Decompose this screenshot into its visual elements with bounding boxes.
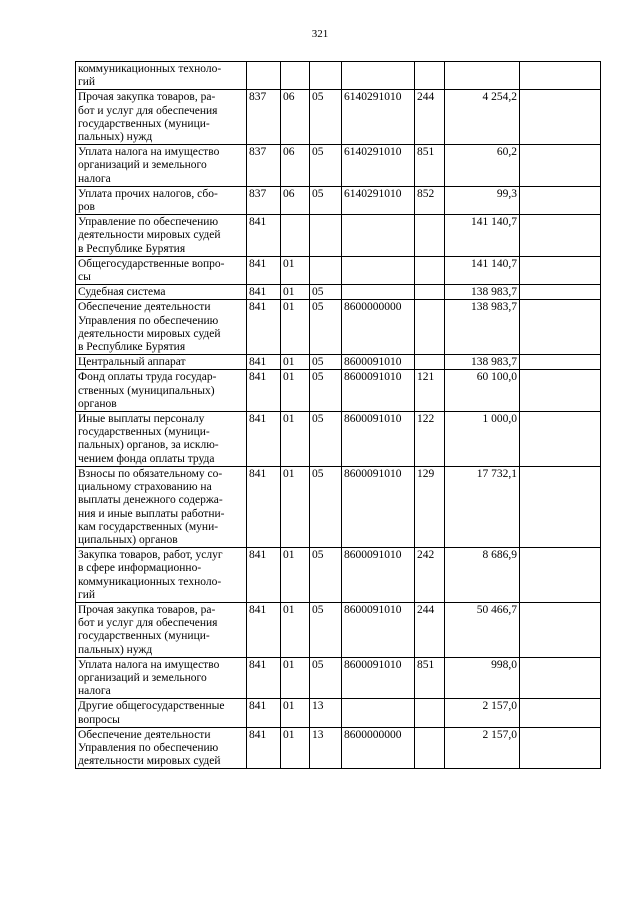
cell-name-line: Взносы по обязательному со- — [78, 467, 223, 480]
cell-name-line: Управления по обеспечению — [78, 314, 219, 327]
cell-expense-type-code: 851 — [415, 657, 445, 699]
cell-department-code: 841 — [247, 699, 281, 727]
cell-name-line: государственных (муници- — [78, 630, 210, 643]
table-row — [76, 355, 601, 370]
cell-expense-type-code — [415, 699, 445, 727]
cell-target-article-code: 6140291010 — [342, 145, 415, 187]
cell-target-article-code: 8600091010 — [342, 466, 415, 547]
cell-section-code: 01 — [281, 285, 310, 300]
cell-target-article-code: 8600000000 — [342, 300, 415, 355]
cell-expense-type-code: 851 — [415, 145, 445, 187]
cell-extra — [520, 62, 601, 90]
cell-amount: 141 140,7 — [445, 256, 520, 284]
cell-name-line: деятельности мировых судей — [78, 755, 221, 768]
cell-expense-type-code — [415, 355, 445, 370]
cell-amount: 141 140,7 — [445, 215, 520, 257]
cell-subsection-code: 05 — [310, 90, 342, 145]
table-row — [76, 602, 601, 657]
cell-name-line: Судебная система — [78, 286, 166, 299]
cell-subsection-code: 05 — [310, 355, 342, 370]
cell-name-line: бот и услуг для обеспечения — [78, 104, 218, 117]
cell-section-code: 01 — [281, 412, 310, 467]
cell-name-line: Иные выплаты персоналу — [78, 413, 205, 426]
cell-name-line: Общегосударственные вопро- — [78, 257, 225, 270]
cell-target-article-code: 8600000000 — [342, 727, 415, 769]
cell-section-code: 01 — [281, 602, 310, 657]
cell-section-code — [281, 62, 310, 90]
table-row — [76, 186, 601, 214]
table-body — [76, 62, 601, 769]
cell-name-line: в сфере информационно- — [78, 562, 202, 575]
cell-expense-type-code — [415, 285, 445, 300]
table-row — [76, 699, 601, 727]
budget-table — [75, 61, 601, 769]
cell-extra — [520, 215, 601, 257]
cell-section-code: 06 — [281, 90, 310, 145]
cell-section-code: 01 — [281, 657, 310, 699]
cell-name-line: органов — [78, 397, 117, 410]
cell-name-line: гий — [78, 76, 96, 89]
cell-name-line: пальных) нужд — [78, 131, 153, 144]
cell-department-code: 841 — [247, 657, 281, 699]
cell-target-article-code: 8600091010 — [342, 657, 415, 699]
cell-name-line: чением фонда оплаты труда — [78, 452, 215, 465]
cell-department-code: 841 — [247, 602, 281, 657]
cell-name-line: ров — [78, 201, 95, 214]
cell-name-line: в Республике Бурятия — [78, 341, 186, 354]
cell-section-code — [281, 215, 310, 257]
cell-target-article-code: 8600091010 — [342, 548, 415, 603]
cell-name-line: кам государственных (муни- — [78, 520, 219, 533]
cell-amount: 2 157,0 — [445, 699, 520, 727]
cell-subsection-code: 05 — [310, 285, 342, 300]
cell-target-article-code: 8600091010 — [342, 355, 415, 370]
cell-name-line: налога — [78, 172, 111, 185]
cell-subsection-code: 05 — [310, 657, 342, 699]
cell-department-code: 841 — [247, 412, 281, 467]
cell-name-line: ципальных) органов — [78, 533, 178, 546]
cell-name-line: организаций и земельного — [78, 159, 207, 172]
cell-department-code — [247, 62, 281, 90]
cell-name-line: налога — [78, 685, 111, 698]
cell-section-code: 01 — [281, 300, 310, 355]
cell-subsection-code: 05 — [310, 466, 342, 547]
cell-subsection-code: 05 — [310, 300, 342, 355]
cell-name — [76, 186, 247, 214]
cell-expense-type-code — [415, 300, 445, 355]
cell-expense-type-code — [415, 215, 445, 257]
cell-name-line: деятельности мировых судей — [78, 229, 221, 242]
cell-extra — [520, 548, 601, 603]
cell-target-article-code: 8600091010 — [342, 412, 415, 467]
cell-subsection-code: 05 — [310, 186, 342, 214]
cell-name-line: гий — [78, 588, 96, 601]
table-row — [76, 300, 601, 355]
cell-amount: 998,0 — [445, 657, 520, 699]
cell-amount: 138 983,7 — [445, 300, 520, 355]
cell-expense-type-code: 122 — [415, 412, 445, 467]
table-row — [76, 215, 601, 257]
cell-section-code: 01 — [281, 548, 310, 603]
cell-name-line: коммуникационных техноло- — [78, 63, 222, 75]
table-row — [76, 727, 601, 769]
cell-name-line: выплаты денежного содержа- — [78, 494, 223, 507]
cell-name-line: Фонд оплаты труда государ- — [78, 371, 217, 384]
cell-section-code: 06 — [281, 186, 310, 214]
cell-name-line: Управления по обеспечению — [78, 741, 219, 754]
cell-name — [76, 285, 247, 300]
cell-name-line: коммуникационных техноло- — [78, 575, 222, 588]
cell-name-line: пальных) органов, за исклю- — [78, 439, 219, 452]
cell-name — [76, 727, 247, 769]
cell-name-line: Прочая закупка товаров, ра- — [78, 603, 216, 616]
cell-name-line: Обеспечение деятельности — [78, 301, 211, 314]
cell-extra — [520, 699, 601, 727]
cell-name-line: Закупка товаров, работ, услуг — [78, 549, 223, 562]
cell-target-article-code — [342, 215, 415, 257]
cell-extra — [520, 412, 601, 467]
cell-name — [76, 215, 247, 257]
cell-target-article-code: 6140291010 — [342, 90, 415, 145]
cell-subsection-code: 05 — [310, 548, 342, 603]
cell-name — [76, 699, 247, 727]
cell-department-code: 841 — [247, 355, 281, 370]
cell-amount: 60 100,0 — [445, 370, 520, 412]
cell-section-code: 01 — [281, 699, 310, 727]
cell-extra — [520, 466, 601, 547]
page-number: 321 — [311, 28, 329, 40]
cell-amount: 50 466,7 — [445, 602, 520, 657]
cell-target-article-code — [342, 699, 415, 727]
cell-department-code: 841 — [247, 548, 281, 603]
cell-amount: 1 000,0 — [445, 412, 520, 467]
cell-subsection-code: 13 — [310, 727, 342, 769]
cell-target-article-code: 8600091010 — [342, 602, 415, 657]
cell-name-line: ственных (муниципальных) — [78, 384, 215, 397]
cell-extra — [520, 285, 601, 300]
cell-amount: 4 254,2 — [445, 90, 520, 145]
cell-subsection-code — [310, 215, 342, 257]
cell-name — [76, 62, 247, 90]
cell-name-line: Обеспечение деятельности — [78, 728, 211, 741]
cell-amount: 138 983,7 — [445, 355, 520, 370]
cell-subsection-code — [310, 62, 342, 90]
cell-section-code: 01 — [281, 355, 310, 370]
table-row — [76, 145, 601, 187]
cell-amount: 138 983,7 — [445, 285, 520, 300]
cell-name — [76, 412, 247, 467]
cell-name-line: бот и услуг для обеспечения — [78, 617, 218, 630]
cell-name-line: Другие общегосударственные — [78, 700, 225, 713]
cell-name — [76, 300, 247, 355]
cell-amount: 2 157,0 — [445, 727, 520, 769]
cell-extra — [520, 602, 601, 657]
cell-extra — [520, 145, 601, 187]
cell-name-line: пальных) нужд — [78, 643, 153, 656]
cell-target-article-code — [342, 62, 415, 90]
cell-section-code: 01 — [281, 727, 310, 769]
cell-name-line: государственных (муници- — [78, 117, 210, 130]
cell-department-code: 841 — [247, 466, 281, 547]
cell-expense-type-code: 242 — [415, 548, 445, 603]
cell-name — [76, 657, 247, 699]
table-row — [76, 285, 601, 300]
cell-amount: 8 686,9 — [445, 548, 520, 603]
cell-extra — [520, 657, 601, 699]
cell-department-code: 841 — [247, 256, 281, 284]
cell-name-line: деятельности мировых судей — [78, 327, 221, 340]
cell-name-line: Уплата налога на имущество — [78, 146, 220, 159]
cell-expense-type-code: 244 — [415, 602, 445, 657]
cell-name — [76, 370, 247, 412]
cell-name-line: Центральный аппарат — [78, 356, 186, 369]
cell-department-code: 841 — [247, 727, 281, 769]
cell-department-code: 841 — [247, 300, 281, 355]
table-row — [76, 548, 601, 603]
cell-name — [76, 145, 247, 187]
cell-subsection-code: 13 — [310, 699, 342, 727]
cell-name-line: ния и иные выплаты работни- — [78, 507, 225, 520]
cell-target-article-code — [342, 285, 415, 300]
cell-expense-type-code — [415, 62, 445, 90]
cell-name-line: циальному страхованию на — [78, 481, 212, 494]
cell-amount: 99,3 — [445, 186, 520, 214]
table-row — [76, 90, 601, 145]
cell-extra — [520, 90, 601, 145]
cell-name-line: вопросы — [78, 713, 120, 726]
cell-section-code: 01 — [281, 466, 310, 547]
cell-name-line: сы — [78, 271, 91, 284]
table-row — [76, 466, 601, 547]
cell-name-line: организаций и земельного — [78, 671, 207, 684]
cell-department-code: 841 — [247, 285, 281, 300]
cell-subsection-code: 05 — [310, 602, 342, 657]
cell-subsection-code: 05 — [310, 412, 342, 467]
cell-subsection-code: 05 — [310, 145, 342, 187]
cell-target-article-code — [342, 256, 415, 284]
cell-extra — [520, 186, 601, 214]
cell-name — [76, 548, 247, 603]
cell-extra — [520, 355, 601, 370]
cell-name — [76, 602, 247, 657]
cell-name — [76, 466, 247, 547]
cell-name-line: Управление по обеспечению — [78, 216, 219, 229]
cell-department-code: 837 — [247, 186, 281, 214]
cell-expense-type-code: 129 — [415, 466, 445, 547]
cell-target-article-code: 8600091010 — [342, 370, 415, 412]
table-row — [76, 657, 601, 699]
cell-name-line: государственных (муници- — [78, 426, 210, 439]
table-row — [76, 370, 601, 412]
table-row — [76, 412, 601, 467]
cell-target-article-code: 6140291010 — [342, 186, 415, 214]
cell-amount — [445, 62, 520, 90]
cell-amount: 60,2 — [445, 145, 520, 187]
cell-expense-type-code: 121 — [415, 370, 445, 412]
cell-name-line: Уплата налога на имущество — [78, 658, 220, 671]
cell-extra — [520, 256, 601, 284]
cell-expense-type-code: 244 — [415, 90, 445, 145]
cell-section-code: 06 — [281, 145, 310, 187]
cell-department-code: 837 — [247, 145, 281, 187]
table-row — [76, 256, 601, 284]
cell-name — [76, 256, 247, 284]
cell-section-code: 01 — [281, 256, 310, 284]
cell-name — [76, 355, 247, 370]
cell-department-code: 841 — [247, 215, 281, 257]
cell-name — [76, 90, 247, 145]
cell-department-code: 841 — [247, 370, 281, 412]
cell-amount: 17 732,1 — [445, 466, 520, 547]
cell-name-line: в Республике Бурятия — [78, 242, 186, 255]
cell-section-code: 01 — [281, 370, 310, 412]
cell-extra — [520, 300, 601, 355]
cell-subsection-code: 05 — [310, 370, 342, 412]
cell-extra — [520, 727, 601, 769]
cell-expense-type-code: 852 — [415, 186, 445, 214]
cell-expense-type-code — [415, 727, 445, 769]
table-row — [76, 62, 601, 90]
cell-name-line: Прочая закупка товаров, ра- — [78, 91, 216, 104]
cell-expense-type-code — [415, 256, 445, 284]
cell-department-code: 837 — [247, 90, 281, 145]
cell-subsection-code — [310, 256, 342, 284]
cell-extra — [520, 370, 601, 412]
cell-name-line: Уплата прочих налогов, сбо- — [78, 187, 218, 200]
